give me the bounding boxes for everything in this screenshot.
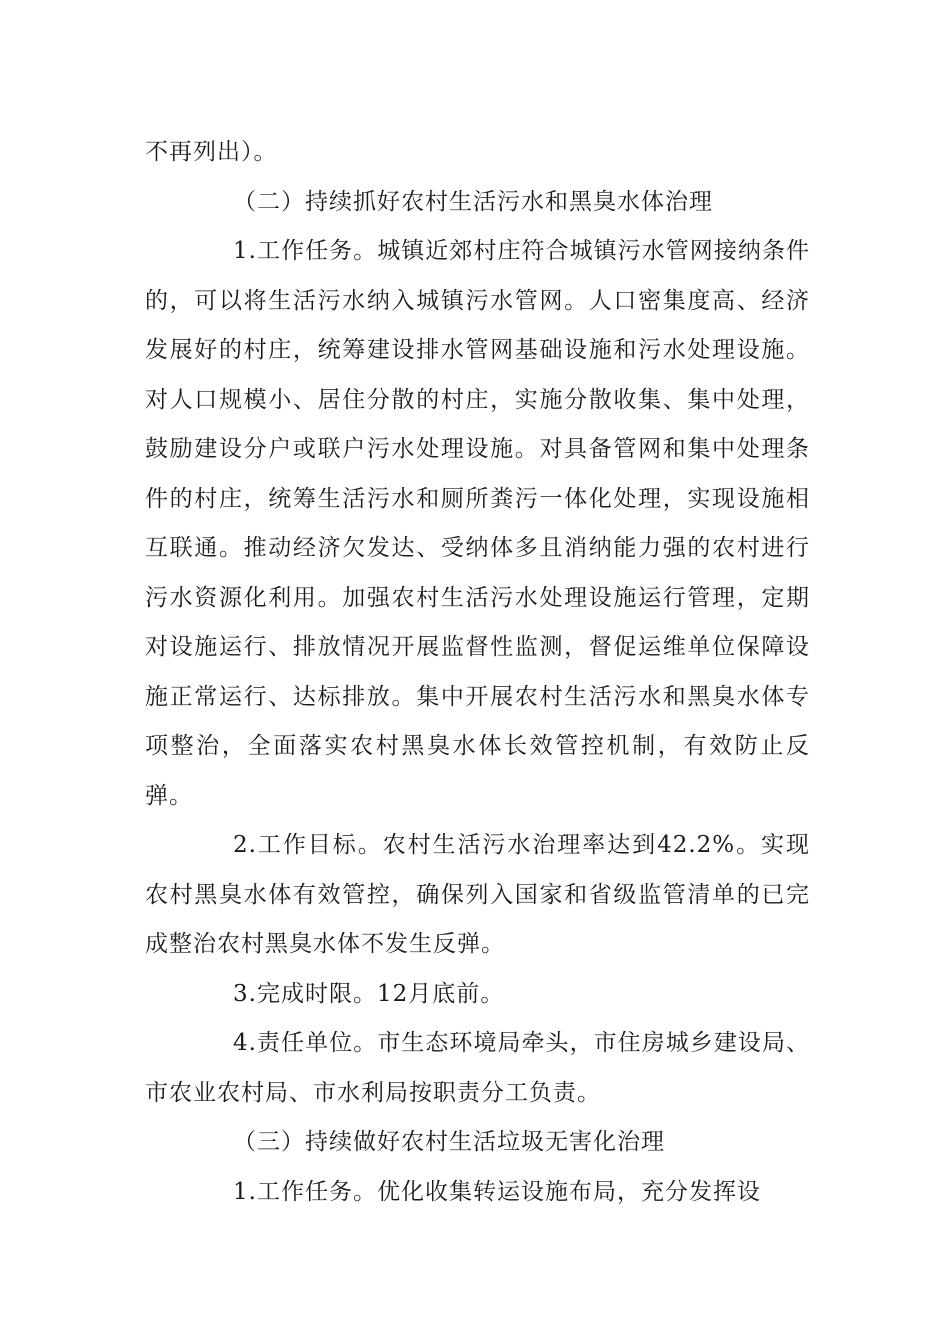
section-heading-3: （三）持续做好农村生活垃圾无害化治理 <box>233 1129 665 1155</box>
paragraph-deadline: 3.完成时限。12月底前。 <box>233 980 505 1007</box>
paragraph-work-goals: 2.工作目标。农村生活污水治理率达到42.2%。实现农村黑臭水体有效管控，确保列入国家和省级监管清单的已完成整治农村黑臭水体不发生反弹。 <box>145 832 810 957</box>
paragraph-work-tasks: 1.工作任务。城镇近郊村庄符合城镇污水管网接纳条件的，可以将生活污水纳入城镇污水管网。人口密集度高、经济发展好的村庄，统筹建设排水管网基础设施和污水处理设施。对人口规模小、居住分散的村庄，实施分散收集、集中处理，鼓励建设分户或联户污水处理设施。对具备管网和集中处理条件的村庄，统筹生活污水和厕所粪污一体化处理，实现设施相互联通。推动经济欠发达、受纳体多且消纳能力强的农村进行污水资源化利用。加强农村生活污水处理设施运行管理，定期对设施运行、排放情况开展监督性监测，督促运维单位保障设施正常运行、达标排放。集中开展农村生活污水和黑臭水体专项整治，全面落实农村黑臭水体长效管控机制，有效防止反弹。 <box>145 238 810 809</box>
document-body <box>145 128 810 1217</box>
paragraph-continuation: 不再列出）。 <box>145 139 278 165</box>
section-heading-2: （二）持续抓好农村生活污水和黑臭水体治理 <box>233 188 713 215</box>
paragraph-responsible-units: 4.责任单位。市生态环境局牵头，市住房城乡建设局、市农业农村局、市水利局按职责分工负责。 <box>145 1030 810 1106</box>
paragraph-work-tasks-2: 1.工作任务。优化收集转运设施布局，充分发挥设 <box>233 1178 761 1205</box>
